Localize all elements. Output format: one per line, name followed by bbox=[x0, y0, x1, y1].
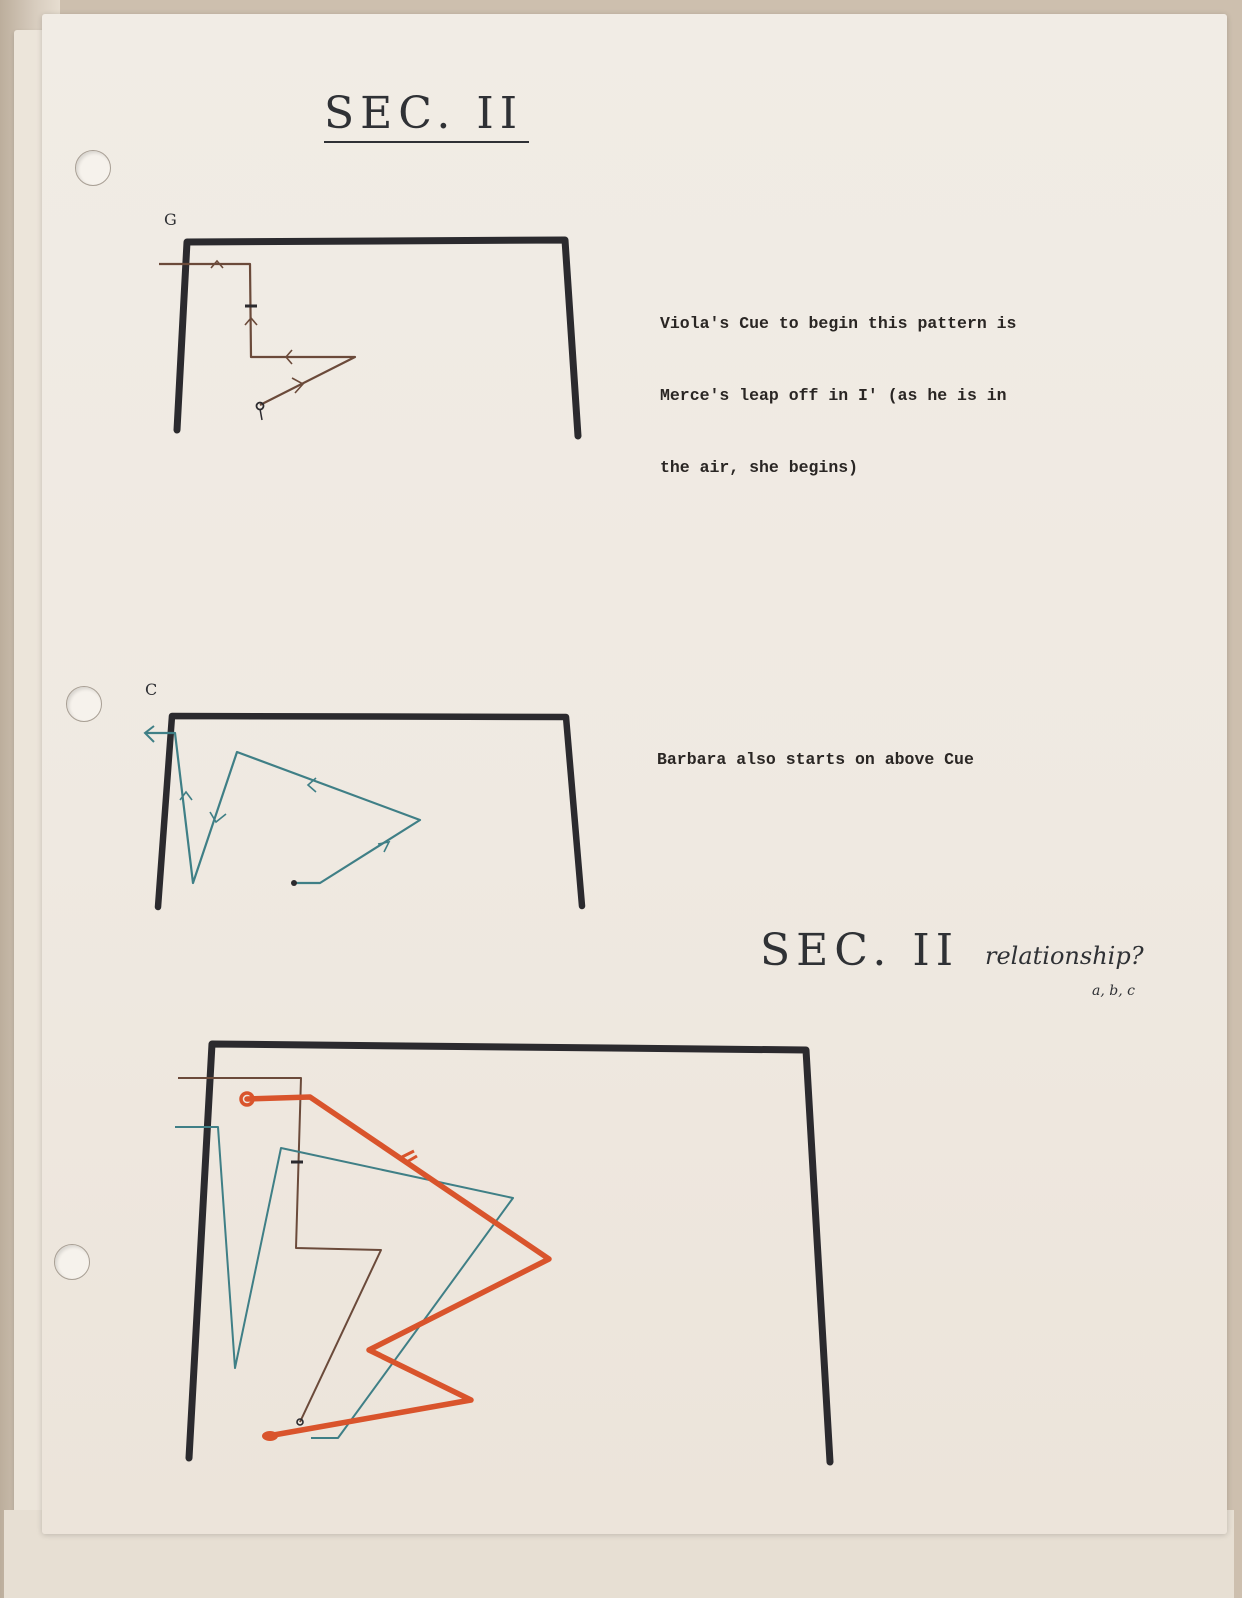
dancer-mark-c: C bbox=[145, 680, 158, 699]
barbara-start-dot bbox=[291, 880, 297, 886]
viola-path bbox=[159, 264, 355, 405]
section-heading-top: SEC. II bbox=[324, 88, 529, 143]
handwritten-relationship-note: relationship? bbox=[985, 942, 1144, 970]
teal-path-combined bbox=[175, 1127, 513, 1438]
section-heading-bottom: SEC. II bbox=[760, 925, 960, 976]
stage-outline-2 bbox=[158, 716, 582, 907]
stage-outline-3 bbox=[189, 1044, 830, 1462]
stage-outline-1 bbox=[177, 240, 578, 436]
barbara-cue-note: Barbara also starts on above Cue bbox=[657, 750, 974, 769]
viola-note-line-2: Merce's leap off in I' (as he is in bbox=[660, 386, 1007, 405]
barbara-arrow-2 bbox=[210, 812, 226, 822]
orange-path-start-marker bbox=[262, 1431, 278, 1441]
barbara-arrow-4 bbox=[378, 842, 389, 852]
handwritten-subnote: a, b, c bbox=[1092, 983, 1135, 999]
viola-note-line-1: Viola's Cue to begin this pattern is bbox=[660, 314, 1017, 333]
barbara-path bbox=[145, 733, 420, 883]
stage-diagram-1 bbox=[159, 240, 578, 436]
dancer-mark-g: G bbox=[164, 210, 177, 229]
stage-diagram-3 bbox=[175, 1044, 830, 1462]
orange-path-combined bbox=[247, 1097, 549, 1436]
viola-start-dot bbox=[257, 403, 264, 410]
stage-diagram-2 bbox=[145, 716, 582, 907]
viola-note-line-3: the air, she begins) bbox=[660, 458, 859, 477]
